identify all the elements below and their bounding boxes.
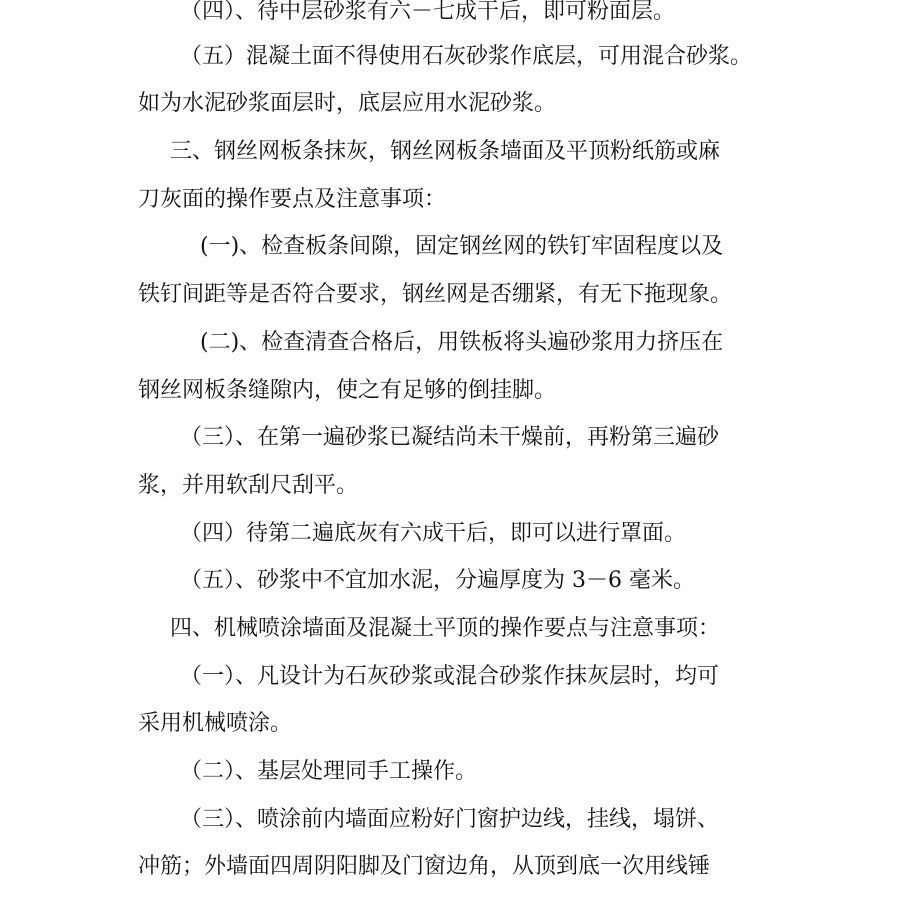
- text-line: （一）、凡设计为石灰砂浆或混合砂浆作抹灰层时，均可: [180, 664, 720, 689]
- text-line: 冲筋；外墙面四周阴阳脚及门窗边角，从顶到底一次用线锤: [138, 854, 711, 879]
- text-line: （四）待第二遍底灰有六成干后，即可以进行罩面。: [180, 521, 687, 546]
- section-heading: 四、机械喷涂墙面及混凝土平顶的操作要点与注意事项：: [170, 616, 721, 641]
- text-line: （五）、砂浆中不宜加水泥，分遍厚度为 3－6 毫米。: [180, 568, 695, 593]
- text-line: (二)、检查清查合格后，用铁板将头遍砂浆用力挤压在: [200, 330, 724, 355]
- text-line: 如为水泥砂浆面层时，底层应用水泥砂浆。: [138, 91, 557, 116]
- text-line: （二）、基层处理同手工操作。: [180, 759, 478, 784]
- text-line: （三）、在第一遍砂浆已凝结尚未干燥前，再粉第三遍砂: [180, 425, 720, 450]
- text-line: 浆，并用软刮尺刮平。: [138, 473, 359, 498]
- text-line: 刀灰面的操作要点及注意事项：: [138, 187, 447, 212]
- text-line: 钢丝网板条缝隙内，使之有足够的倒挂脚。: [138, 378, 557, 403]
- text-line: 采用机械喷涂。: [138, 711, 293, 736]
- text-line: (一)、检查板条间隙，固定钢丝网的铁钉牢固程度以及: [200, 234, 724, 259]
- text-line: （三）、喷涂前内墙面应粉好门窗护边线，挂线，塌饼、: [180, 807, 720, 832]
- text-line: （四）、待中层砂浆有六－七成干后，即可粉面层。: [180, 0, 676, 24]
- text-line: 铁钉间距等是否符合要求，钢丝网是否绷紧，有无下拖现象。: [138, 282, 733, 307]
- section-heading: 三、钢丝网板条抹灰，钢丝网板条墙面及平顶粉纸筋或麻: [170, 139, 721, 164]
- text-line: （五）混凝土面不得使用石灰砂浆作底层，可用混合砂浆。: [180, 44, 753, 69]
